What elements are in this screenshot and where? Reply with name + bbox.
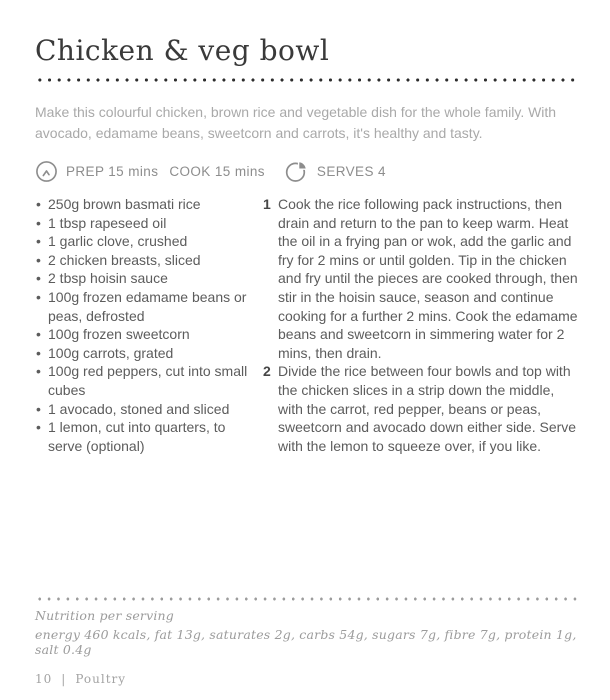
ingredient-item: • 100g red peppers, cut into small cubes xyxy=(35,362,249,399)
recipe-columns xyxy=(35,195,578,455)
cook-time-label: COOK 15 mins xyxy=(169,163,265,179)
section-name: Poultry xyxy=(75,672,127,686)
divider-top xyxy=(35,78,578,82)
ingredient-item: • 1 tbsp rapeseed oil xyxy=(35,214,249,233)
divider-bottom xyxy=(35,597,578,601)
page-bottom xyxy=(35,597,578,686)
step-number: 2 xyxy=(263,363,271,380)
ingredient-item: • 100g carrots, grated xyxy=(35,344,249,363)
ingredient-item: • 1 lemon, cut into quarters, to serve (optional) xyxy=(35,418,249,455)
nutrition-values: energy 460 kcals, fat 13g, saturates 2g, carbs 54g, sugars 7g, fibre 7g, protein 1g, salt 0.4g xyxy=(35,627,577,657)
footer-separator: | xyxy=(61,672,67,686)
ingredient-item: • 100g frozen sweetcorn xyxy=(35,325,249,344)
page-footer xyxy=(35,672,578,686)
clock-icon xyxy=(35,160,58,183)
method-step xyxy=(263,362,578,455)
recipe-description: Make this colourful chicken, brown rice and vegetable dish for the whole family. With avocado, edamame beans, sweetcorn and carrots, it's healthy and tasty. xyxy=(35,104,557,141)
step-text: Cook the rice following pack instructions, then drain and return to the pan to keep warm. Heat the oil in a frying pan or wok, add the garlic and fry for 2 mins or until golden. Tip in the chicken and fry until the pieces are cooked through, then stir in the hoisin sauce, season and continue cooking for a further 2 mins. Cook the edamame beans and sweetcorn in simmering water for 2 mins, then drain. xyxy=(278,196,578,361)
serves-label: SERVES 4 xyxy=(316,163,386,179)
ingredient-item: • 2 chicken breasts, sliced xyxy=(35,251,249,270)
ingredients-list xyxy=(35,195,249,455)
prep-time-label: PREP 15 mins xyxy=(66,163,159,179)
ingredient-item: • 1 garlic clove, crushed xyxy=(35,232,249,251)
pie-chart-icon xyxy=(285,159,309,183)
ingredient-item: • 100g frozen edamame beans or peas, defrosted xyxy=(35,288,249,325)
ingredient-item: • 2 tbsp hoisin sauce xyxy=(35,269,249,288)
ingredient-item: • 250g brown basmati rice xyxy=(35,195,249,214)
nutrition-heading: Nutrition per serving xyxy=(35,608,175,623)
step-text: Divide the rice between four bowls and top with the chicken slices in a strip down the middle, with the carrot, red pepper, beans or peas, sweetcorn and avocado down either side. Serve with the lemon to squeeze over, if you like. xyxy=(278,363,577,454)
method-step xyxy=(263,195,578,362)
method-list xyxy=(263,195,578,455)
ingredient-item: • 1 avocado, stoned and sliced xyxy=(35,400,249,419)
page-title: Chicken & veg bowl xyxy=(35,34,330,67)
recipe-meta xyxy=(35,159,578,183)
step-number: 1 xyxy=(263,196,271,212)
page-number: 10 xyxy=(35,672,53,686)
